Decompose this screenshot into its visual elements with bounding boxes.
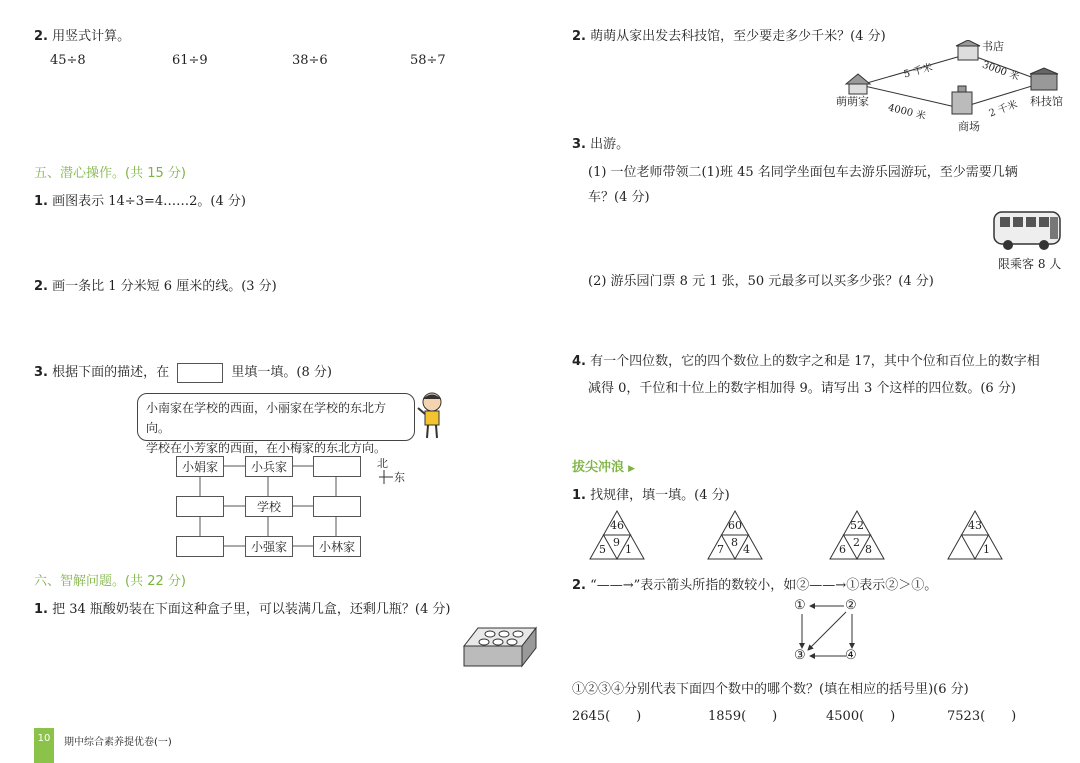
triangle-puzzle-2 [706, 509, 764, 561]
calc-item-4: 58÷7 [410, 53, 446, 68]
question-text-b: 里填一填。(8 分) [231, 365, 332, 380]
grid-box-r3c2: 小强家 [245, 536, 293, 557]
question-text: 画一条比 1 分米短 6 厘米的线。(3 分) [52, 279, 277, 294]
s5-q1 [34, 190, 246, 209]
node-1: ① [794, 598, 806, 613]
map-label-mall: 商场 [958, 120, 980, 133]
question-number: 1. [34, 194, 48, 209]
question-text: “——→”表示箭头所指的数较小，如②——→①表示②＞①。 [590, 578, 938, 593]
bubble-line-1: 小南家在学校的西面，小丽家在学校的东北方向。 [146, 401, 387, 435]
challenge-section-title [572, 456, 635, 475]
triangle-4-top: 43 [968, 519, 982, 532]
question-number: 4. [572, 354, 586, 369]
triangle-4-right: 1 [983, 543, 990, 556]
bus-icon [992, 210, 1064, 252]
right-q3 [572, 133, 629, 152]
q3-part2: (2) 游乐园门票 8 元 1 张，50 元最多可以买多少张？(4 分) [588, 274, 934, 289]
triangle-3-right: 8 [865, 543, 872, 556]
q4-line-2: 减得 0，千位和十位上的数字相加得 9。请写出 3 个这样的四位数。(6 分) [588, 381, 1016, 396]
s5-q2 [34, 275, 277, 294]
grid-box-r3c1[interactable] [176, 536, 224, 557]
mall-icon [952, 86, 972, 114]
q3-part1-line2: 车？(4 分) [588, 190, 650, 205]
question-text: 把 34 瓶酸奶装在下面这种盒子里，可以装满几盒，还剩几瓶？(4 分) [52, 602, 451, 617]
boy-figure-icon [414, 390, 450, 440]
question-text: 萌萌从家出发去科技馆，至少要走多少千米？(4 分) [590, 29, 886, 44]
section-title-text: 拔尖冲浪 [572, 460, 625, 475]
node-2: ② [845, 598, 857, 613]
question-number: 3. [34, 365, 48, 380]
node-3: ③ [794, 648, 806, 663]
question-text: 出游。 [590, 137, 630, 152]
triangle-puzzle-1 [588, 509, 646, 561]
question-line-1: 有一个四位数，它的四个数位上的数字之和是 17，其中个位和百位上的数字相 [590, 354, 1040, 369]
answer-2: 1859( ) [708, 709, 778, 724]
triangle-1-left: 5 [599, 543, 606, 556]
triangle-3-left: 6 [839, 543, 846, 556]
node-4: ④ [845, 648, 857, 663]
question-text: 用竖式计算。 [52, 29, 131, 44]
section-6-title: 六、智解问题。(共 22 分) [34, 574, 186, 589]
question-number: 2. [34, 29, 48, 44]
question-number: 2. [572, 578, 586, 593]
map-distance-1: 5 千米 [902, 62, 934, 81]
left-q2 [34, 25, 130, 44]
grid-box-r2c1[interactable] [176, 496, 224, 517]
b2 [572, 574, 937, 593]
arrow-icon: ▶ [628, 464, 636, 474]
map-distance-4: 2 千米 [987, 99, 1020, 120]
section-5-title: 五、潜心操作。(共 15 分) [34, 166, 186, 181]
question-text: 画图表示 14÷3=4……2。(4 分) [52, 194, 246, 209]
right-q4 [572, 350, 1040, 369]
question-number: 3. [572, 137, 586, 152]
s6-q1 [34, 598, 450, 617]
grid-box-r2c3[interactable] [313, 496, 361, 517]
grid-box-r2c2: 学校 [245, 496, 293, 517]
triangle-1-top: 46 [610, 519, 624, 532]
b2-subquestion: ①②③④分别代表下面四个数中的哪个数？(填在相应的括号里)(6 分) [572, 682, 969, 697]
route-map-lines [840, 40, 1070, 135]
triangle-2-right: 4 [743, 543, 750, 556]
triangle-2-top: 60 [728, 519, 742, 532]
triangle-2-left: 7 [717, 543, 724, 556]
footer-title: 期中综合素养提优卷(一) [64, 737, 172, 748]
question-text-a: 根据下面的描述，在 [52, 365, 170, 380]
triangle-1-mid: 9 [613, 536, 620, 549]
question-number: 2. [572, 29, 586, 44]
triangle-puzzle-4 [946, 509, 1004, 561]
s5-q3 [34, 361, 332, 383]
compass-east: 东 [394, 471, 405, 484]
triangle-3-mid: 2 [853, 536, 860, 549]
map-label-museum: 科技馆 [1030, 95, 1063, 108]
triangle-1-right: 1 [625, 543, 632, 556]
calc-item-3: 38÷6 [292, 53, 328, 68]
calc-item-2: 61÷9 [172, 53, 208, 68]
compass-cross-icon [378, 469, 394, 485]
b1 [572, 484, 730, 503]
compass-north: 北 [377, 457, 388, 470]
blank-box [177, 363, 223, 383]
right-q2 [572, 25, 886, 44]
speech-bubble [137, 393, 415, 455]
bookstore-icon [956, 40, 980, 60]
triangle-puzzle-3 [828, 509, 886, 561]
answer-4: 7523( ) [947, 709, 1017, 724]
map-distance-2: 3000 米 [980, 59, 1021, 84]
page-number: 10 [34, 728, 54, 763]
yogurt-box-icon [462, 624, 538, 668]
map-distance-3: 4000 米 [886, 102, 927, 123]
grid-box-r1c3[interactable] [313, 456, 361, 477]
bubble-line-2: 学校在小芳家的西面，在小梅家的东北方向。 [146, 441, 387, 455]
question-number: 1. [34, 602, 48, 617]
home-icon [846, 74, 870, 94]
museum-icon [1030, 68, 1058, 90]
map-label-home: 萌萌家 [836, 95, 869, 108]
triangle-2-mid: 8 [731, 536, 738, 549]
answer-1: 2645( ) [572, 709, 642, 724]
calc-item-1: 45÷8 [50, 53, 86, 68]
map-label-bookstore: 书店 [982, 40, 1004, 53]
grid-box-r1c2: 小兵家 [245, 456, 293, 477]
question-number: 1. [572, 488, 586, 503]
bus-capacity-label: 限乘客 8 人 [998, 257, 1062, 271]
grid-box-r3c3: 小林家 [313, 536, 361, 557]
question-text: 找规律，填一填。(4 分) [590, 488, 730, 503]
q3-part1-line1: (1) 一位老师带领二(1)班 45 名同学坐面包车去游乐园游玩，至少需要几辆 [588, 165, 1018, 180]
triangle-3-top: 52 [850, 519, 864, 532]
grid-box-r1c1: 小娟家 [176, 456, 224, 477]
question-number: 2. [34, 279, 48, 294]
answer-3: 4500( ) [826, 709, 896, 724]
